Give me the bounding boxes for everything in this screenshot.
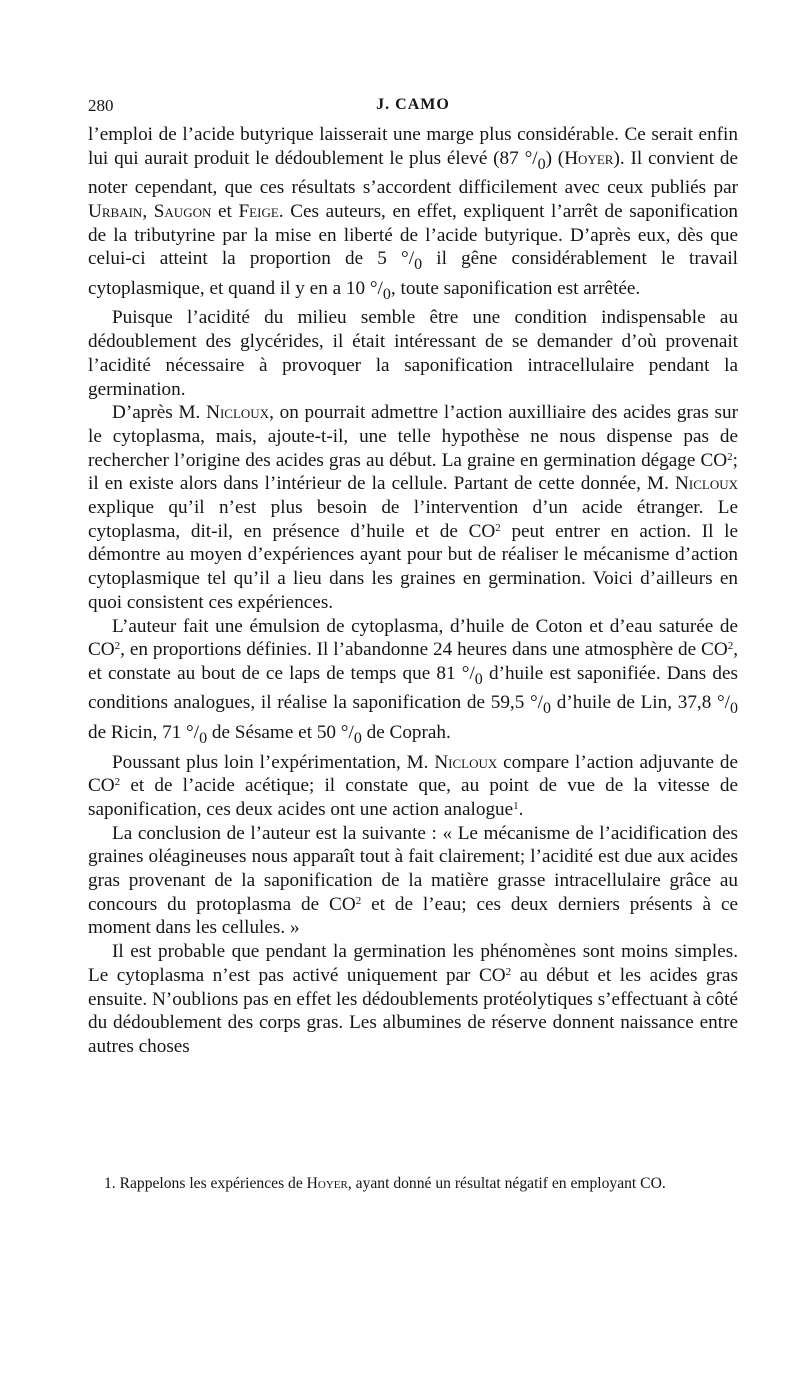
subscript: 0 bbox=[199, 729, 208, 747]
text-run: d’huile est saponifiée. Dans des conditions analogues, il réalise la saponification de 59,5 °/ bbox=[88, 662, 738, 714]
paragraph-continued bbox=[88, 123, 738, 306]
running-head bbox=[88, 96, 738, 122]
superscript: 2 bbox=[727, 640, 734, 653]
text-run: , et constate au bout de ce laps de temps que 81 °/ bbox=[88, 639, 738, 684]
paragraph-author-conclusion bbox=[88, 822, 738, 941]
subscript: 0 bbox=[414, 256, 423, 274]
superscript: 2 bbox=[505, 965, 512, 978]
subscript: 0 bbox=[730, 700, 739, 718]
superscript: 2 bbox=[355, 894, 362, 907]
author-name: Hoyer bbox=[564, 147, 614, 169]
author-name: Feige bbox=[238, 200, 279, 222]
text-run: et bbox=[211, 200, 239, 222]
text-run: . Ces auteurs, en effet, expliquent l’arrêt de saponification de la tributyrine par la mise en liberté de l’acide butyrique. D’après eux, dès que celui-ci atteint la proportion de 5 °/ bbox=[88, 200, 739, 270]
author-name: Hoyer bbox=[306, 1175, 348, 1192]
text-run: , on pourrait admettre l’action auxilliaire des acides gras sur le cytoplasma, mais, ajoute-t-il, une telle hypothèse ne nous dispense pas de rechercher l’origine des acides gras au début. La graine en germination dégage CO bbox=[88, 402, 738, 471]
subscript: 0 bbox=[382, 285, 391, 303]
text-run: D’après M. bbox=[112, 402, 207, 424]
text-run: ). Il convient de noter cependant, que ces résultats s’accordent difficilement avec ceux publiés par bbox=[88, 147, 739, 199]
subscript: 0 bbox=[353, 729, 362, 747]
text-run: La conclusion de l’auteur est la suivante : « Le mécanisme de l’acidification des graines oléagineuses nous apparaît tout à fait clairement; l’acidité est due aux acides gras provenant de la saponification de la matière grasse intracellulaire grâce au concours du protoplasma de CO bbox=[88, 822, 738, 915]
page-number: 280 bbox=[88, 96, 114, 115]
text-run: . bbox=[518, 798, 524, 820]
subscript: 0 bbox=[537, 155, 546, 173]
author-name: Nicloux bbox=[206, 402, 270, 424]
text-run: Puisque l’acidité du milieu semble être une condition indispensable au dédoublement des glycérides, il était intéressant de se demander d’où provenait l’acidité nécessaire à provoquer la saponification intracellulaire pendant la germination. bbox=[88, 307, 738, 400]
text-run: peut entrer en action. Il le démontre au moyen d’expériences ayant pour but de réaliser le mécanisme d’action cytoplasmique tel qu’il a lieu dans les graines en germination. Voici d’ailleurs en quoi consistent ces expériences. bbox=[88, 520, 738, 613]
footnote bbox=[88, 1173, 738, 1195]
paragraph-acidity-question bbox=[88, 306, 738, 401]
author-name: Nicloux bbox=[675, 473, 738, 495]
text-run: de Sésame et 50 °/ bbox=[207, 722, 354, 744]
text-run: 1. Rappelons les expériences de bbox=[104, 1175, 307, 1192]
running-title: J. CAMO bbox=[376, 96, 450, 113]
text-run: et de l’eau; ces deux derniers présents à ce moment dans les cellules. » bbox=[88, 893, 738, 939]
text-run: Il est probable que pendant la germination les phénomènes sont moins simples. Le cytoplasma n’est pas activé uniquement par CO bbox=[88, 941, 738, 986]
text-run: L’auteur fait une émulsion de cytoplasma, d’huile de Coton et d’eau saturée de CO bbox=[88, 615, 738, 661]
text-run: de Coprah. bbox=[361, 722, 451, 744]
text-run: et de l’acide acétique; il constate que, au point de vue de la vitesse de saponification, ces deux acides ont une action analogue bbox=[88, 775, 738, 820]
superscript: 2 bbox=[114, 776, 121, 789]
paragraph-co2-acetic-comparison bbox=[88, 751, 738, 822]
text-run: , en proportions définies. Il l’abandonne 24 heures dans une atmosphère de CO bbox=[120, 639, 728, 661]
text-run: l’emploi de l’acide butyrique laisserait une marge plus considérable. Ce serait enfin lui qui aurait produit le dédoublement le plus élevé (87 °/ bbox=[88, 124, 738, 169]
body-text bbox=[88, 123, 738, 1059]
subscript: 0 bbox=[543, 700, 552, 718]
text-run: , bbox=[142, 200, 154, 222]
text-run: au début et les acides gras ensuite. N’oublions pas en effet les dédoublements protéolytiques s’effectuant à côté du dédoublement des corps gras. Les albumines de réserve donnent naissance entre autres choses bbox=[88, 964, 738, 1057]
text-run: ) ( bbox=[545, 147, 565, 169]
text-run: il gêne considérablement le travail cytoplasmique, et quand il y en a 10 °/ bbox=[88, 248, 738, 299]
author-name: Nicloux bbox=[434, 751, 498, 773]
paragraph-nicloux-hypothesis bbox=[88, 401, 738, 614]
text-run: de Ricin, 71 °/ bbox=[88, 722, 200, 744]
superscript: 2 bbox=[114, 640, 121, 653]
text-run: compare l’action adjuvante de CO bbox=[88, 751, 738, 797]
author-name: Saugon bbox=[153, 200, 212, 222]
superscript: 2 bbox=[727, 450, 733, 463]
text-run: explique qu’il n’est plus besoin de l’intervention d’un acide étranger. Le cytoplasma, dit-il, en présence d’huile et de CO bbox=[88, 497, 738, 542]
paragraph-germination-complexity bbox=[88, 940, 738, 1059]
paragraph-experiment-results bbox=[88, 615, 738, 751]
text-run: Poussant plus loin l’expérimentation, M. bbox=[112, 751, 435, 773]
superscript: 1 bbox=[513, 799, 519, 812]
author-name: Urbain bbox=[88, 200, 143, 222]
text-run: , ayant donné un résultat négatif en employant CO. bbox=[347, 1175, 666, 1192]
subscript: 0 bbox=[474, 670, 483, 688]
text-run: ; il en existe alors dans l’intérieur de la cellule. Partant de cette donnée, M. bbox=[88, 449, 738, 495]
text-run: d’huile de Lin, 37,8 °/ bbox=[551, 692, 731, 714]
text-run: , toute saponification est arrêtée. bbox=[390, 277, 641, 299]
superscript: 2 bbox=[495, 521, 501, 534]
